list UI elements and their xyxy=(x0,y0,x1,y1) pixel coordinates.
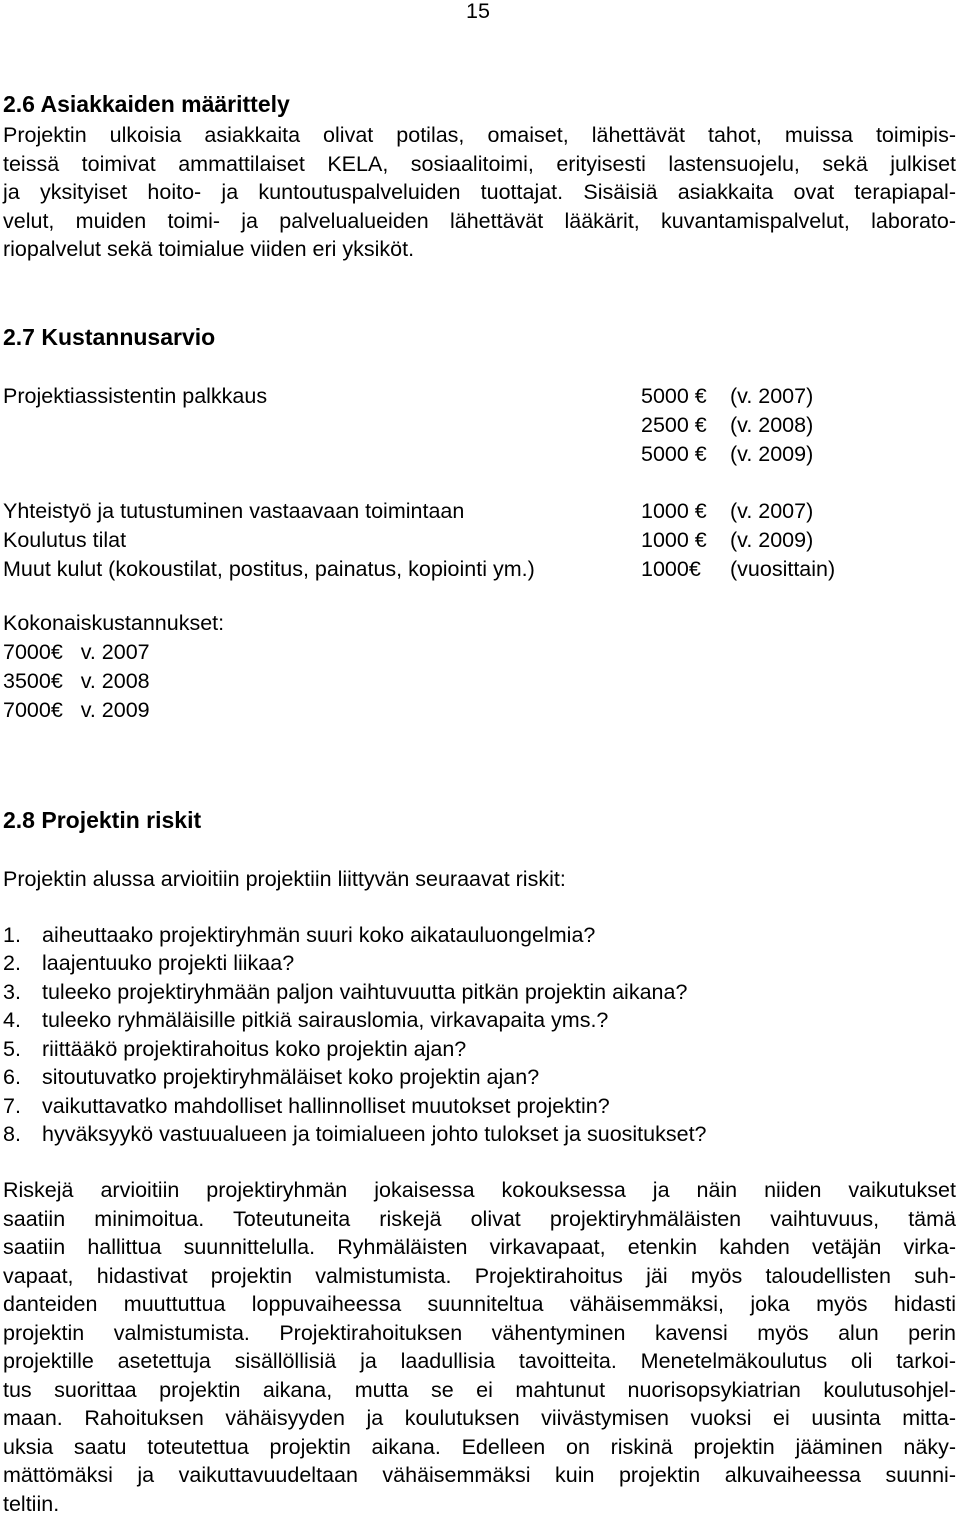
paragraph-line: tus suorittaa projektin aikana, mutta se ei mahtunut nuorisopsykiatrian koulutusohjel- xyxy=(3,1376,956,1405)
list-text: vaikuttavatko mahdolliset hallinnolliset muutokset projektin? xyxy=(42,1092,610,1120)
paragraph-line: uksia saatu toteutettua projektin aikana. Edelleen on riskinä projektin jääminen näky- xyxy=(3,1433,956,1462)
list-number: 5. xyxy=(3,1035,21,1063)
paragraph-line: saatiin hallittua suunnittelulla. Ryhmäläisten virkavapaat, etenkin kahden vetäjän virka- xyxy=(3,1233,956,1262)
cost-amount: 5000 € xyxy=(641,382,707,411)
cost-row xyxy=(3,440,953,469)
section-heading-asiakkaiden-maarittely: 2.6 Asiakkaiden määrittely xyxy=(3,91,290,118)
cost-label: Projektiassistentin palkkaus xyxy=(3,382,267,411)
list-text: tuleeko ryhmäläisille pitkiä sairauslomia, virkavapaita yms.? xyxy=(42,1006,608,1034)
paragraph-line: Riskejä arvioitiin projektiryhmän jokaisessa kokouksessa ja näin niiden vaikutukset xyxy=(3,1176,956,1205)
list-text: tuleeko projektiryhmään paljon vaihtuvuutta pitkän projektin aikana? xyxy=(42,978,687,1006)
cost-row xyxy=(3,382,953,411)
paragraph-line: maan. Rahoituksen vähäisyyden ja koulutuksen viivästymisen vuoksi ei uusinta mitta- xyxy=(3,1404,956,1433)
section-heading-projektin-riskit: 2.8 Projektin riskit xyxy=(3,807,201,834)
cost-row xyxy=(3,497,953,526)
cost-row xyxy=(3,555,953,584)
list-number: 2. xyxy=(3,949,21,977)
paragraph-line: saatiin minimoitua. Toteutuneita riskejä olivat projektiryhmäläisten vaihtuvuus, tämä xyxy=(3,1205,956,1234)
cost-row xyxy=(3,411,953,440)
cost-label: Yhteistyö ja tutustuminen vastaavaan toimintaan xyxy=(3,497,464,526)
cost-label: Muut kulut (kokoustilat, postitus, painatus, kopiointi ym.) xyxy=(3,555,535,584)
cost-amount: 2500 € xyxy=(641,411,707,440)
list-number: 8. xyxy=(3,1120,21,1148)
cost-period: (v. 2007) xyxy=(730,382,813,411)
cost-period: (v. 2007) xyxy=(730,497,813,526)
cost-period: (vuosittain) xyxy=(730,555,835,584)
cost-amount: 1000 € xyxy=(641,497,707,526)
paragraph-line: velut, muiden toimi- ja palvelualueiden lähettävät lääkärit, kuvantamispalvelut, laborato- xyxy=(3,207,956,236)
section-heading-kustannusarvio: 2.7 Kustannusarvio xyxy=(3,324,215,351)
page-number: 15 xyxy=(466,0,490,24)
totals-label: Kokonaiskustannukset: xyxy=(3,609,224,638)
cost-label: Koulutus tilat xyxy=(3,526,126,555)
list-text: riittääkö projektirahoitus koko projektin ajan? xyxy=(42,1035,466,1063)
paragraph-line: projektin valmistumista. Projektirahoituksen vähentyminen kavensi myös alun perin xyxy=(3,1319,956,1348)
list-item xyxy=(3,1092,953,1120)
paragraph-line: riopalvelut sekä toimialue viiden eri yksiköt. xyxy=(3,235,956,264)
list-item xyxy=(3,1063,953,1091)
paragraph-line: danteiden muuttuttua loppuvaiheessa suunniteltua vähäisemmäksi, joka myös hidasti xyxy=(3,1290,956,1319)
cost-row xyxy=(3,526,953,555)
list-number: 3. xyxy=(3,978,21,1006)
list-number: 4. xyxy=(3,1006,21,1034)
paragraph-line: mättömäksi ja vaikuttavuudeltaan vähäisemmäksi kuin projektin alkuvaiheessa suunni- xyxy=(3,1461,956,1490)
cost-amount: 1000€ xyxy=(641,555,701,584)
total-line: 7000€ v. 2009 xyxy=(3,696,150,725)
cost-amount: 1000 € xyxy=(641,526,707,555)
list-text: hyväksyykö vastuualueen ja toimialueen johto tulokset ja suositukset? xyxy=(42,1120,707,1148)
list-text: laajentuuko projekti liikaa? xyxy=(42,949,294,977)
paragraph-line: teissä toimivat ammattilaiset KELA, sosiaalitoimi, erityisesti lastensuojelu, sekä julkiset xyxy=(3,150,956,179)
list-text: sitoutuvatko projektiryhmäläiset koko projektin ajan? xyxy=(42,1063,539,1091)
paragraph-asiakkaat xyxy=(3,121,956,264)
list-item xyxy=(3,949,953,977)
list-item xyxy=(3,978,953,1006)
total-line: 7000€ v. 2007 xyxy=(3,638,150,667)
list-text: aiheuttaako projektiryhmän suuri koko aikatauluongelmia? xyxy=(42,921,595,949)
paragraph-line: projektille asetettuja sisällöllisiä ja laadullisia tavoitteita. Menetelmäkoulutus oli tarkoi- xyxy=(3,1347,956,1376)
list-item xyxy=(3,921,953,949)
list-number: 7. xyxy=(3,1092,21,1120)
cost-amount: 5000 € xyxy=(641,440,707,469)
cost-period: (v. 2009) xyxy=(730,440,813,469)
list-item xyxy=(3,1120,953,1148)
paragraph-line: vapaat, hidastivat projektin valmistumista. Projektirahoitus jäi myös taloudellisten suh- xyxy=(3,1262,956,1291)
paragraph-riskit xyxy=(3,1176,956,1518)
paragraph-line: ja yksityiset hoito- ja kuntoutuspalveluiden tuottajat. Sisäisiä asiakkaita ovat terapiapal- xyxy=(3,178,956,207)
paragraph-line: Projektin ulkoisia asiakkaita olivat potilas, omaiset, lähettävät tahot, muissa toimipis- xyxy=(3,121,956,150)
list-number: 6. xyxy=(3,1063,21,1091)
cost-period: (v. 2009) xyxy=(730,526,813,555)
list-item xyxy=(3,1035,953,1063)
risks-intro: Projektin alussa arvioitiin projektiin liittyvän seuraavat riskit: xyxy=(3,865,566,894)
total-line: 3500€ v. 2008 xyxy=(3,667,150,696)
paragraph-line: teltiin. xyxy=(3,1490,956,1518)
list-item xyxy=(3,1006,953,1034)
list-number: 1. xyxy=(3,921,21,949)
cost-period: (v. 2008) xyxy=(730,411,813,440)
